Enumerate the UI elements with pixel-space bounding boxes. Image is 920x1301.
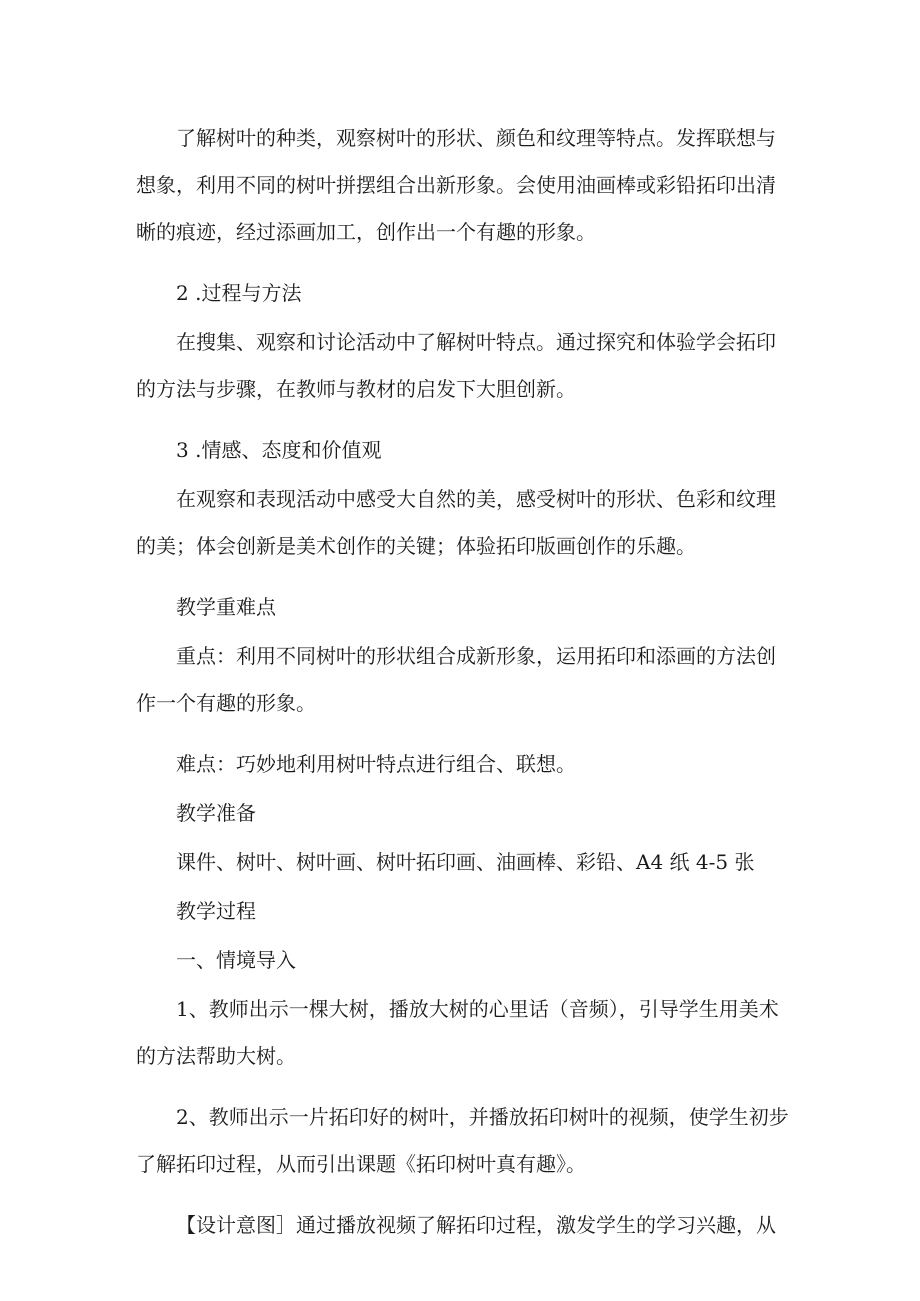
heading-process-method: 2 .过程与方法 <box>176 281 302 305</box>
paragraph-key-point: 重点：利用不同树叶的形状组合成新形象，运用拓印和添画的方法创作一个有趣的形象。 <box>136 644 776 715</box>
heading-preparation: 教学准备 <box>176 801 256 825</box>
paragraph-step-1: 1、教师出示一棵大树，播放大树的心里话（音频），引导学生用美术的方法帮助大树。 <box>136 997 779 1068</box>
document-body <box>136 115 792 1263</box>
paragraph-design-intent: 【设计意图］通过播放视频了解拓印过程，激发学生的学习兴趣，从 <box>176 1213 776 1237</box>
heading-key-difficulties: 教学重难点 <box>176 595 276 619</box>
paragraph-emotion-values: 在观察和表现活动中感受大自然的美，感受树叶的形状、色彩和纹理的美；体会创新是美术创作的关键；体验拓印版画创作的乐趣。 <box>136 487 776 558</box>
paragraph-step-2: 2、教师出示一片拓印好的树叶，并播放拓印树叶的视频，使学生初步了解拓印过程，从而引出课题《拓印树叶真有趣》。 <box>136 1105 789 1176</box>
heading-teaching-process: 教学过程 <box>176 899 256 923</box>
paragraph-process-method: 在搜集、观察和讨论活动中了解树叶特点。通过探究和体验学会拓印的方法与步骤，在教师与教材的启发下大胆创新。 <box>136 330 776 401</box>
paragraph-difficulty: 难点：巧妙地利用树叶特点进行组合、联想。 <box>176 752 576 776</box>
heading-scene-intro: 一、情境导入 <box>176 948 296 972</box>
paragraph-goal-knowledge: 了解树叶的种类，观察树叶的形状、颜色和纹理等特点。发挥联想与想象，利用不同的树叶拼摆组合出新形象。会使用油画棒或彩铅拓印出清晰的痕迹，经过添画加工，创作出一个有趣的形象。 <box>136 126 776 244</box>
heading-emotion-values: 3 .情感、态度和价值观 <box>176 438 382 462</box>
paragraph-materials: 课件、树叶、树叶画、树叶拓印画、油画棒、彩铅、A4 纸 4-5 张 <box>176 850 755 874</box>
